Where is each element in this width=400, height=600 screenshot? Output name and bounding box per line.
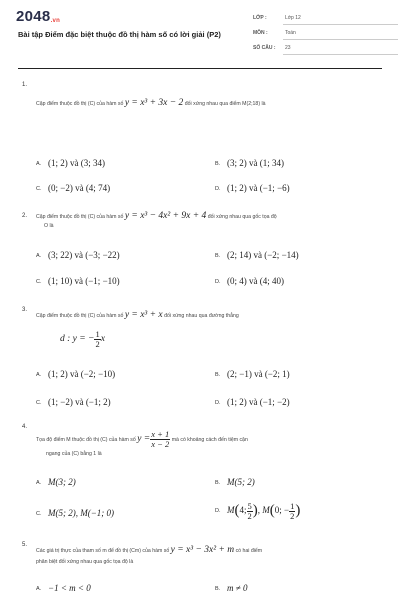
question-number: 1.	[22, 82, 28, 88]
option-b[interactable]: B. (3; 2) và (1; 34)	[215, 158, 284, 168]
symmetry-line: d : y = − $\frac{1}{2}$ x	[60, 329, 105, 349]
formula: y = x³ − 4x² + 9x + 4	[124, 211, 207, 221]
formula: y = $\frac{x + 1}{x - 2}$	[137, 429, 170, 449]
formula: y = x³ + x	[124, 310, 163, 320]
question-text: Tọa độ điểm M thuộc đồ thị (C) của hàm số y = $\frac{x + 1}{x - 2}$ mà có khoảng cách đến tiệm cận ngang của (C) bằng 1 là	[36, 429, 248, 457]
meta-class: LỚP : Lớp 12	[253, 15, 301, 21]
header	[0, 0, 400, 80]
option-d[interactable]: D. (0; 4) và (4; 40)	[215, 276, 284, 286]
option-d[interactable]: D. (1; 2) và (−1; −6)	[215, 183, 290, 193]
option-d[interactable]: D. M(4; $\frac{5}{2}$ ), M(0; − $\frac{1}{2}$ )	[215, 501, 301, 521]
question-text: Cặp điểm thuộc đồ thị (C) của hàm số y = x³ + 3x − 2 đối xứng nhau qua điểm M(2;18) là	[36, 98, 266, 108]
header-divider	[18, 68, 382, 69]
formula: y = x³ + 3x − 2	[124, 98, 184, 108]
question-number: 5.	[22, 542, 28, 548]
question-text: Cặp điểm thuộc đồ thị (C) của hàm số y = x³ + x đối xứng nhau qua đường thẳng	[36, 310, 239, 320]
formula: y = x³ − 3x² + m	[170, 545, 235, 555]
option-b[interactable]: B. m ≠ 0	[215, 583, 248, 593]
option-a[interactable]: A. M(3; 2)	[36, 477, 76, 487]
question-number: 3.	[22, 307, 28, 313]
question-number: 2.	[22, 213, 28, 219]
option-a[interactable]: A. (1; 2) và (−2; −10)	[36, 369, 116, 379]
option-b[interactable]: B. (2; 14) và (−2; −14)	[215, 250, 299, 260]
option-a[interactable]: A. (1; 2) và (3; 34)	[36, 158, 105, 168]
question-text: Cặp điểm thuộc đồ thị (C) của hàm số y = x³ − 4x² + 9x + 4 đối xứng nhau qua gốc tọa độ O là	[36, 211, 277, 229]
option-a[interactable]: A. (3; 22) và (−3; −22)	[36, 250, 120, 260]
option-c[interactable]: C. (1; −2) và (−1; 2)	[36, 397, 111, 407]
option-b[interactable]: B. (2; −1) và (−2; 1)	[215, 369, 290, 379]
question-text: Các giá trị thực của tham số m để đồ thị (Cm) của hàm số y = x³ − 3x² + m có hai điểm phân biệt đối xứng nhau qua gốc tọa độ là	[36, 545, 263, 565]
meta-question-count: SỐ CÂU : 23	[253, 45, 291, 51]
option-c[interactable]: C. M(5; 2), M(−1; 0)	[36, 508, 115, 518]
question-number: 4.	[22, 424, 28, 430]
option-c[interactable]: C. (1; 10) và (−1; −10)	[36, 276, 120, 286]
option-b[interactable]: B. M(5; 2)	[215, 477, 255, 487]
option-d[interactable]: D. (1; 2) và (−1; −2)	[215, 397, 290, 407]
document-title: Bài tập Điểm đặc biệt thuộc đồ thị hàm số có lời giải (P2)	[18, 30, 221, 39]
option-a[interactable]: A. −1 < m < 0	[36, 583, 91, 593]
site-logo[interactable]: $2048_{.vn}$	[16, 8, 61, 25]
meta-subject: MÔN : Toán	[253, 30, 296, 36]
option-c[interactable]: C. (0; −2) và (4; 74)	[36, 183, 111, 193]
